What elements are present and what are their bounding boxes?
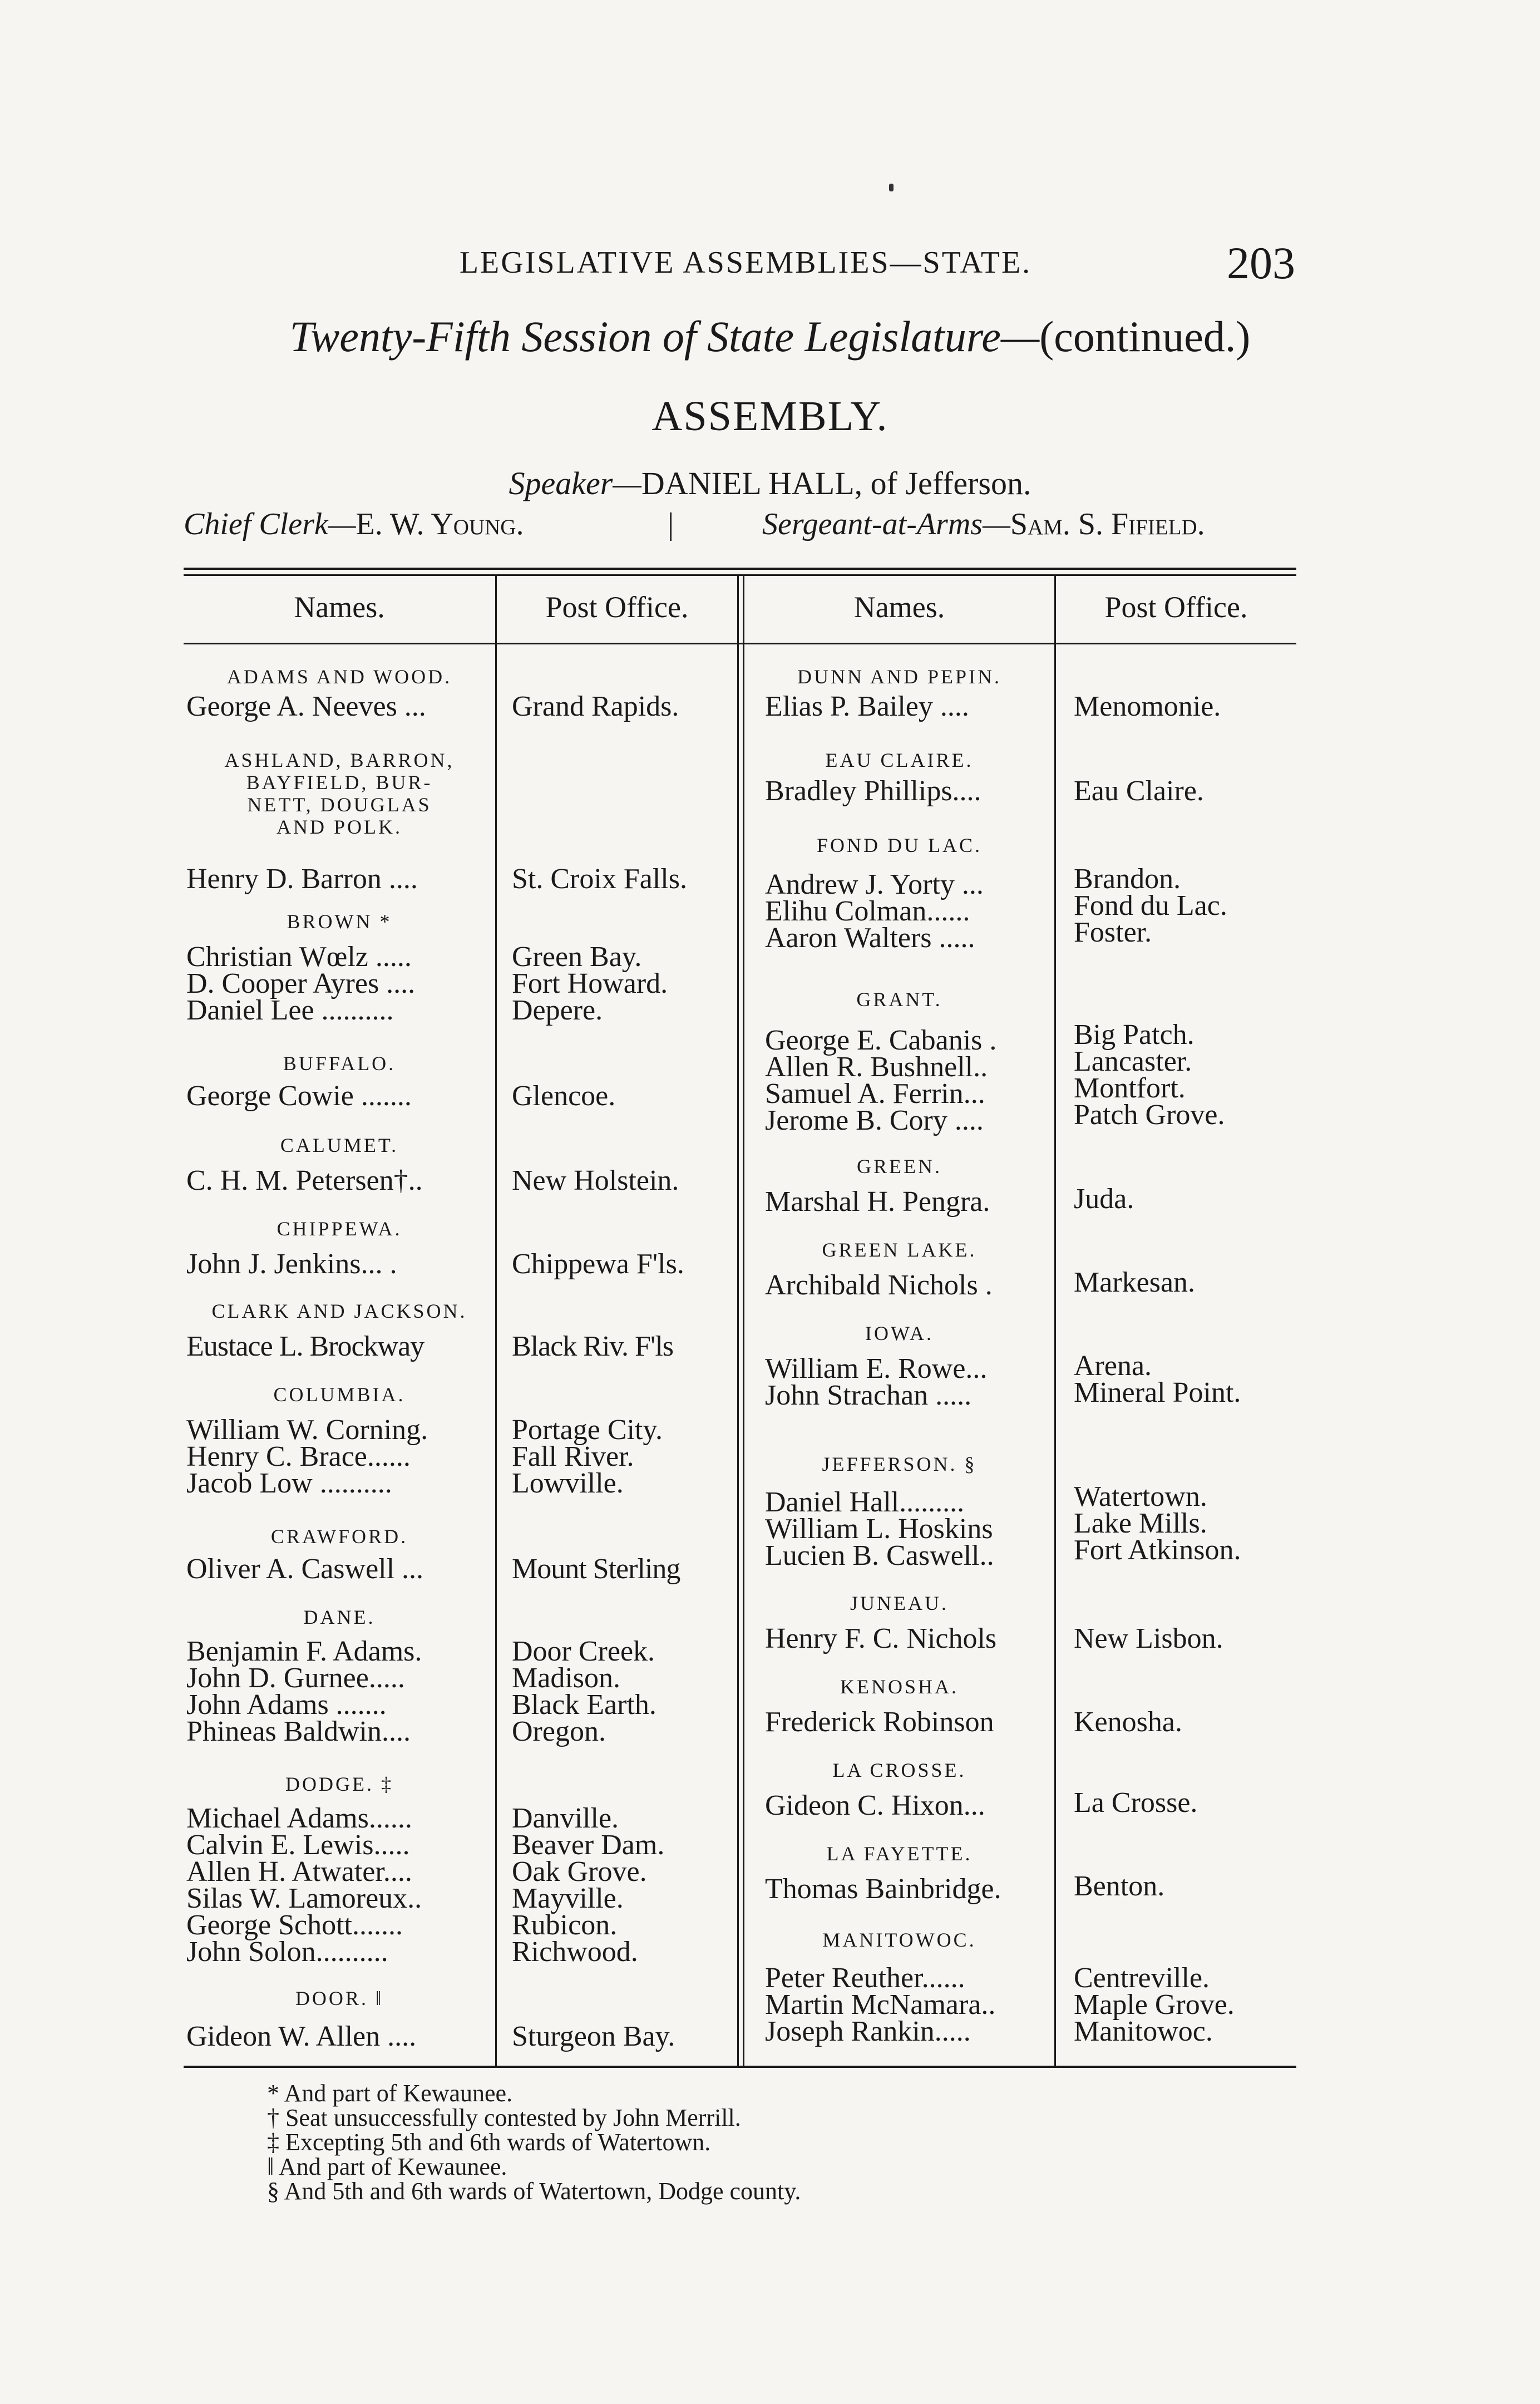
member-name: John J. Jenkins... . <box>186 1248 397 1280</box>
members-table <box>184 568 1296 2070</box>
post-office: Eau Claire. <box>1074 775 1204 807</box>
member-name: Eustace L. Brockway <box>186 1331 425 1362</box>
footnote: * And part of Kewaunee. <box>267 2080 513 2107</box>
member-name: Allen H. Atwater.... <box>186 1856 412 1888</box>
member-name: William W. Corning. <box>186 1414 428 1446</box>
county-heading: CHIPPEWA. <box>277 1218 402 1240</box>
post-office: Lake Mills. <box>1074 1508 1207 1539</box>
member-name: Elias P. Bailey .... <box>765 691 969 722</box>
table-bottom-rule <box>184 2066 1296 2068</box>
post-office: St. Croix Falls. <box>512 863 687 895</box>
post-office: New Lisbon. <box>1074 1623 1223 1654</box>
member-name: Andrew J. Yorty ... <box>765 869 984 900</box>
post-office: Manitowoc. <box>1074 2016 1213 2047</box>
county-heading: MANITOWOC. <box>822 1929 976 1951</box>
post-office: Portage City. <box>512 1414 663 1446</box>
member-name: Jerome B. Cory .... <box>765 1105 984 1136</box>
chief-clerk <box>184 506 524 542</box>
member-name: Lucien B. Caswell.. <box>765 1540 994 1572</box>
county-heading: BROWN * <box>287 910 392 933</box>
post-office: Mount Sterling <box>512 1553 680 1585</box>
clerk-name: E. W. Young. <box>356 507 524 541</box>
member-name: Silas W. Lamoreux.. <box>186 1883 422 1914</box>
county-heading: CLARK AND JACKSON. <box>211 1300 467 1322</box>
member-name: Allen R. Bushnell.. <box>765 1051 988 1083</box>
table-top-rule-2 <box>184 574 1296 576</box>
speaker-name: DANIEL HALL, of Jefferson. <box>641 465 1031 501</box>
post-office: Black Earth. <box>512 1689 657 1721</box>
member-name: George Cowie ....... <box>186 1080 412 1112</box>
session-title <box>0 312 1540 362</box>
footnote: ‖ And part of Kewaunee. <box>267 2153 507 2180</box>
officers-line <box>184 506 1296 551</box>
member-name: Thomas Bainbridge. <box>765 1873 1001 1905</box>
county-heading: JUNEAU. <box>850 1592 949 1614</box>
county-heading: DUNN AND PEPIN. <box>797 666 1002 688</box>
post-office: Grand Rapids. <box>512 691 679 722</box>
post-office: Foster. <box>1074 917 1152 948</box>
footnote: ‡ Excepting 5th and 6th wards of Watertown. <box>267 2129 711 2156</box>
col-rule-1 <box>495 574 497 2066</box>
col-header-names-left: Names. <box>294 590 385 624</box>
county-heading: BAYFIELD, BUR- <box>246 771 433 794</box>
member-name: Bradley Phillips.... <box>765 775 981 807</box>
col-rule-2a <box>737 574 739 2066</box>
member-name: Henry D. Barron .... <box>186 863 418 895</box>
col-header-po-right: Post Office. <box>1104 590 1248 624</box>
member-name: Aaron Walters ..... <box>765 922 975 954</box>
county-heading: LA CROSSE. <box>832 1759 966 1781</box>
post-office: New Holstein. <box>512 1165 679 1196</box>
county-heading: GREEN. <box>857 1155 942 1178</box>
assembly-heading: ASSEMBLY. <box>651 393 889 440</box>
member-name: C. H. M. Petersen†.. <box>186 1165 423 1196</box>
post-office: Danville. <box>512 1802 619 1834</box>
post-office: Benton. <box>1074 1870 1165 1902</box>
post-office: Madison. <box>512 1662 620 1694</box>
county-heading: FOND DU LAC. <box>816 834 982 856</box>
post-office: Markesan. <box>1074 1267 1196 1298</box>
county-heading: KENOSHA. <box>840 1676 959 1698</box>
post-office: Big Patch. <box>1074 1019 1195 1051</box>
member-name: Oliver A. Caswell ... <box>186 1553 424 1585</box>
member-name: Marshal H. Pengra. <box>765 1186 990 1218</box>
footnote: § And 5th and 6th wards of Watertown, Dodge county. <box>267 2178 801 2205</box>
post-office: Maple Grove. <box>1074 1989 1235 2021</box>
post-office: Door Creek. <box>512 1635 655 1667</box>
member-name: Elihu Colman...... <box>765 895 970 927</box>
sergeant-at-arms <box>762 506 1205 542</box>
post-office: Sturgeon Bay. <box>512 2021 675 2052</box>
session-title-plain: (continued.) <box>1039 312 1251 361</box>
member-name: Jacob Low .......... <box>186 1467 392 1499</box>
post-office: Fort Atkinson. <box>1074 1534 1241 1566</box>
county-heading: IOWA. <box>865 1322 934 1344</box>
member-name: Gideon W. Allen .... <box>186 2021 417 2052</box>
member-name: Christian Wœlz ..... <box>186 941 412 973</box>
post-office: Brandon. <box>1074 863 1181 895</box>
post-office: Oak Grove. <box>512 1856 647 1888</box>
post-office: Fall River. <box>512 1441 634 1472</box>
county-heading: LA FAYETTE. <box>826 1843 973 1865</box>
session-title-italic: Twenty-Fifth Session of State Legislature— <box>289 312 1040 361</box>
member-name: Archibald Nichols . <box>765 1269 993 1301</box>
member-name: Michael Adams...... <box>186 1802 412 1834</box>
county-heading: ADAMS AND WOOD. <box>226 666 452 688</box>
post-office: Chippewa F'ls. <box>512 1248 684 1280</box>
member-name: Frederick Robinson <box>765 1706 994 1738</box>
county-heading: GREEN LAKE. <box>822 1239 977 1261</box>
member-name: William E. Rowe... <box>765 1353 988 1385</box>
member-name: Joseph Rankin..... <box>765 2016 971 2047</box>
county-heading: JEFFERSON. § <box>822 1453 977 1475</box>
member-name: D. Cooper Ayres .... <box>186 968 416 999</box>
post-office: Kenosha. <box>1074 1706 1182 1738</box>
member-name: George Schott....... <box>186 1909 403 1941</box>
member-name: John D. Gurnee..... <box>186 1662 405 1694</box>
county-heading: GRANT. <box>856 988 942 1011</box>
member-name: William L. Hoskins <box>765 1513 993 1545</box>
county-heading: CRAWFORD. <box>270 1525 408 1548</box>
county-heading: EAU CLAIRE. <box>825 749 974 771</box>
post-office: Richwood. <box>512 1936 638 1968</box>
county-heading: CALUMET. <box>280 1134 399 1156</box>
page-header <box>0 238 1540 312</box>
member-name: Henry C. Brace...... <box>186 1441 411 1472</box>
member-name: John Solon.......... <box>186 1936 388 1968</box>
member-name: Gideon C. Hixon... <box>765 1790 985 1821</box>
member-name: Benjamin F. Adams. <box>186 1635 422 1667</box>
footnote: † Seat unsuccessfully contested by John Merrill. <box>267 2104 741 2131</box>
post-office: Lancaster. <box>1074 1046 1192 1077</box>
sergeant-name: Sam. S. Fifield. <box>1010 507 1205 541</box>
clerk-label: Chief Clerk— <box>184 507 356 541</box>
county-heading: DANE. <box>303 1606 376 1628</box>
county-heading: COLUMBIA. <box>273 1383 406 1406</box>
sergeant-label: Sergeant-at-Arms— <box>762 507 1010 541</box>
post-office: Beaver Dam. <box>512 1829 665 1861</box>
county-heading: DODGE. ‡ <box>285 1773 393 1795</box>
table-header-rule <box>184 643 1296 644</box>
running-head: LEGISLATIVE ASSEMBLIES—STATE. <box>459 245 1032 280</box>
member-name: Phineas Baldwin.... <box>186 1716 411 1747</box>
county-heading: BUFFALO. <box>283 1052 396 1075</box>
member-name: Henry F. C. Nichols <box>765 1623 997 1654</box>
footnotes <box>267 2081 1213 2204</box>
post-office: Lowville. <box>512 1467 624 1499</box>
member-name: Calvin E. Lewis..... <box>186 1829 410 1861</box>
post-office: Patch Grove. <box>1074 1099 1225 1131</box>
member-name: Daniel Hall......... <box>765 1486 965 1518</box>
post-office: Green Bay. <box>512 941 642 973</box>
post-office: Arena. <box>1074 1350 1152 1382</box>
post-office: Mayville. <box>512 1883 624 1914</box>
post-office: Watertown. <box>1074 1481 1207 1513</box>
post-office: Centreville. <box>1074 1962 1210 1994</box>
speaker-line <box>0 465 1540 502</box>
speaker-label: Speaker— <box>509 465 641 501</box>
post-office: Fort Howard. <box>512 968 668 999</box>
post-office: La Crosse. <box>1074 1787 1198 1819</box>
post-office: Depere. <box>512 994 603 1026</box>
member-name: George E. Cabanis . <box>765 1024 997 1056</box>
post-office: Juda. <box>1074 1183 1134 1215</box>
post-office: Rubicon. <box>512 1909 618 1941</box>
member-name: Daniel Lee .......... <box>186 994 394 1026</box>
post-office: Black Riv. F'ls <box>512 1331 674 1362</box>
county-heading: AND POLK. <box>276 816 402 838</box>
county-heading: ASHLAND, BARRON, <box>224 749 455 771</box>
county-heading: DOOR. ‖ <box>295 1987 384 2009</box>
col-rule-3 <box>1054 574 1056 2066</box>
member-name: Martin McNamara.. <box>765 1989 996 2021</box>
member-name: John Adams ....... <box>186 1689 387 1721</box>
post-office: Fond du Lac. <box>1074 890 1227 922</box>
officers-separator: | <box>668 507 674 541</box>
member-name: Samuel A. Ferrin... <box>765 1078 985 1110</box>
stray-mark <box>889 184 894 191</box>
member-name: John Strachan ..... <box>765 1380 972 1411</box>
post-office: Oregon. <box>512 1716 606 1747</box>
page-number: 203 <box>1227 238 1295 288</box>
table-top-rule <box>184 568 1296 570</box>
col-header-po-left: Post Office. <box>545 590 689 624</box>
post-office: Montfort. <box>1074 1072 1186 1104</box>
member-name: Peter Reuther...... <box>765 1962 965 1994</box>
post-office: Glencoe. <box>512 1080 616 1112</box>
post-office: Mineral Point. <box>1074 1377 1241 1408</box>
county-heading: NETT, DOUGLAS <box>247 794 432 816</box>
col-header-names-right: Names. <box>853 590 945 624</box>
post-office: Menomonie. <box>1074 691 1221 722</box>
member-name: George A. Neeves ... <box>186 691 426 722</box>
